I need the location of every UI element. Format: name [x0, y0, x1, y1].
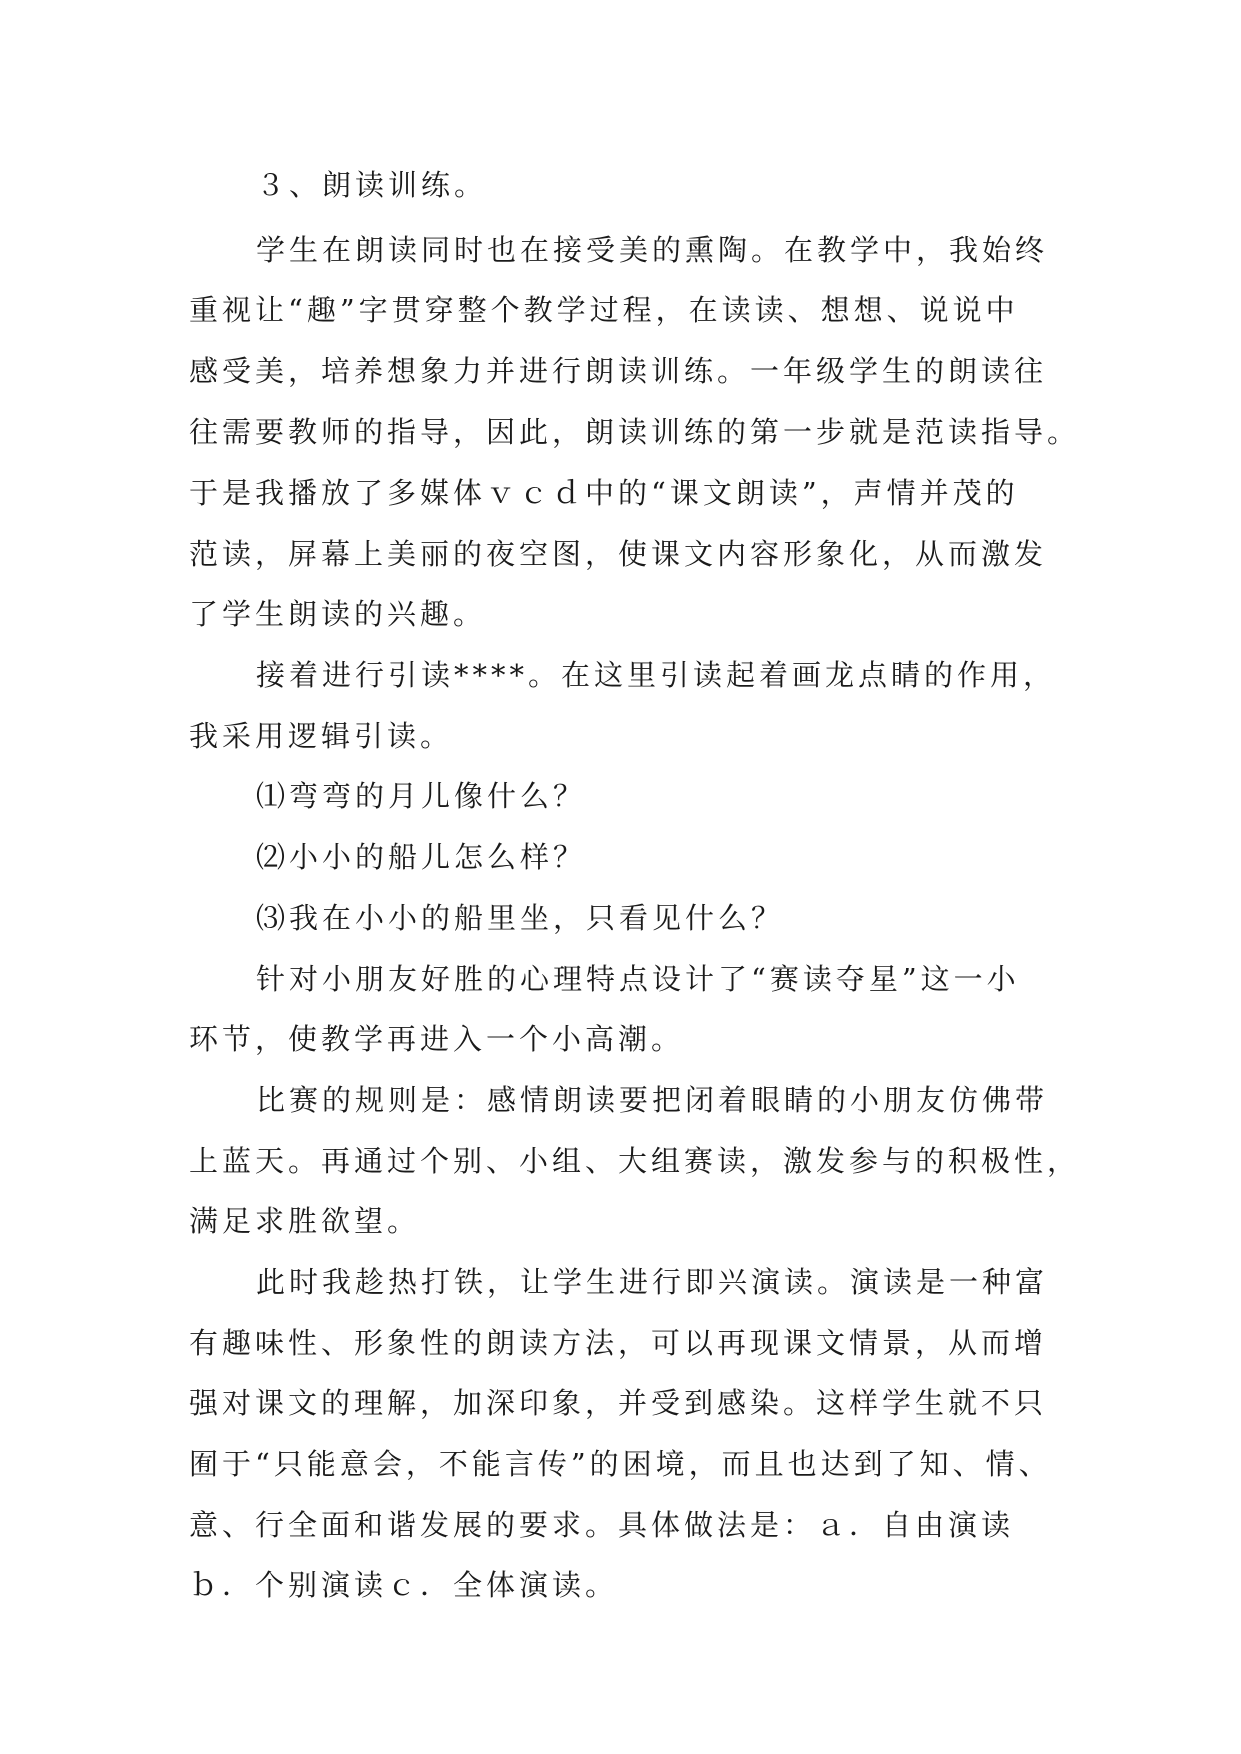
paragraph-line: 比赛的规则是：感情朗读要把闭着眼睛的小朋友仿佛带	[256, 1083, 1049, 1117]
paragraph-line: 于是我播放了多媒体ｖｃｄ中的“课文朗读”，声情并茂的	[189, 476, 1019, 510]
paragraph-line: 满足求胜欲望。	[189, 1204, 421, 1238]
list-item: ⑴弯弯的月儿像什么？	[256, 779, 587, 813]
paragraph-line: 针对小朋友好胜的心理特点设计了“赛读夺星”这一小	[256, 962, 1020, 996]
paragraph-line: 感受美，培养想象力并进行朗读训练。一年级学生的朗读往	[189, 354, 1048, 388]
paragraph-line: 囿于“只能意会，不能言传”的困境，而且也达到了知、情、	[189, 1447, 1052, 1481]
paragraph-line: 强对课文的理解，加深印象，并受到感染。这样学生就不只	[189, 1386, 1048, 1420]
list-item: ⑵小小的船儿怎么样？	[256, 840, 587, 874]
paragraph-line: 我采用逻辑引读。	[189, 719, 454, 753]
paragraph-line: 重视让“趣”字贯穿整个教学过程，在读读、想想、说说中	[189, 293, 1019, 327]
section-heading: ３、朗读训练。	[256, 168, 488, 202]
paragraph-line: 接着进行引读****。在这里引读起着画龙点睛的作用，	[256, 658, 1057, 692]
paragraph-line: 学生在朗读同时也在接受美的熏陶。在教学中，我始终	[256, 233, 1049, 267]
paragraph-line: 了学生朗读的兴趣。	[189, 597, 487, 631]
paragraph-line: 有趣味性、形象性的朗读方法，可以再现课文情景，从而增	[189, 1326, 1048, 1360]
paragraph-line: 上蓝天。再通过个别、小组、大组赛读，激发参与的积极性，	[189, 1144, 1081, 1178]
paragraph-line: 范读，屏幕上美丽的夜空图，使课文内容形象化，从而激发	[189, 537, 1048, 571]
paragraph-line: 意、行全面和谐发展的要求。具体做法是：ａ．自由演读	[189, 1508, 1015, 1542]
paragraph-line: 环节，使教学再进入一个小高潮。	[189, 1022, 685, 1056]
paragraph-line: ｂ．个别演读ｃ．全体演读。	[189, 1568, 619, 1602]
list-item: ⑶我在小小的船里坐，只看见什么？	[256, 901, 785, 935]
paragraph-line: 往需要教师的指导，因此，朗读训练的第一步就是范读指导。	[189, 415, 1081, 449]
paragraph-line: 此时我趁热打铁，让学生进行即兴演读。演读是一种富	[256, 1265, 1049, 1299]
